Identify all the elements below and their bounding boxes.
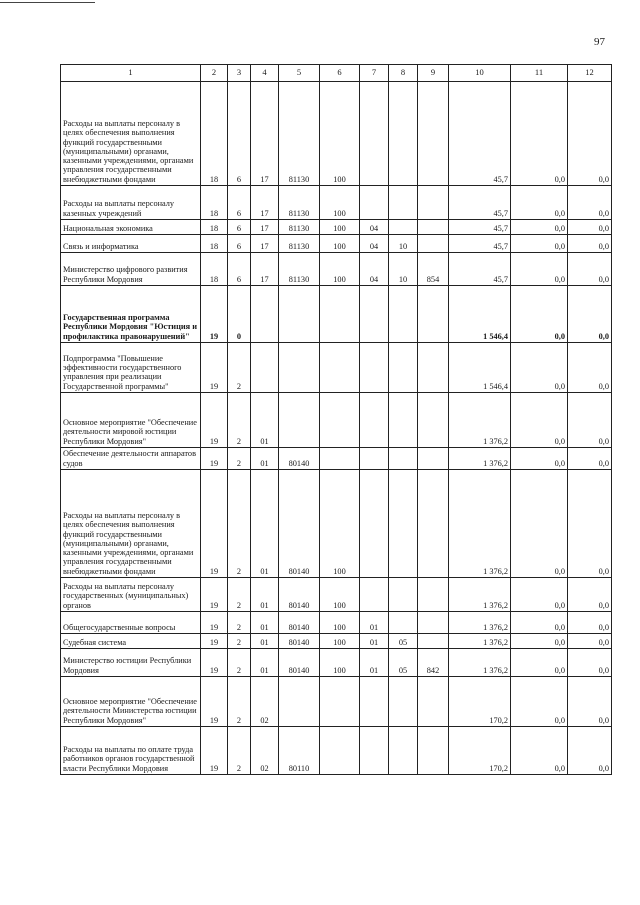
row-name-cell: Расходы на выплаты персоналу государственных (муниципальных) органов <box>61 578 201 612</box>
header-cell-6: 6 <box>320 65 360 82</box>
row-cell-col-3: 2 <box>228 649 251 677</box>
row-cell-col-7 <box>360 286 389 343</box>
row-cell-col-8 <box>389 393 418 448</box>
row-cell-col-10: 170,2 <box>449 677 511 727</box>
row-cell-col-5: 80140 <box>279 470 320 578</box>
table-row <box>61 393 612 448</box>
row-name-cell: Расходы на выплаты персоналу в целях обеспечения выполнения функций государственными (муниципальными) органами, казенными учреждениями, органами управления государственными внебюджетными фондами <box>61 470 201 578</box>
row-cell-col-6 <box>320 286 360 343</box>
row-name-cell: Подпрограмма "Повышение эффективности государственного управления при реализации Государственной программы" <box>61 343 201 393</box>
row-name-cell: Расходы на выплаты персоналу казенных учреждений <box>61 186 201 220</box>
row-cell-col-4: 01 <box>251 612 279 634</box>
row-cell-col-8 <box>389 220 418 235</box>
row-cell-col-10: 45,7 <box>449 253 511 286</box>
row-cell-col-6 <box>320 677 360 727</box>
row-cell-col-5 <box>279 677 320 727</box>
row-cell-col-9 <box>418 186 449 220</box>
row-cell-col-4: 01 <box>251 649 279 677</box>
row-cell-col-3: 6 <box>228 186 251 220</box>
row-cell-col-5 <box>279 343 320 393</box>
row-cell-col-5: 80140 <box>279 578 320 612</box>
row-cell-col-10: 45,7 <box>449 82 511 186</box>
row-cell-col-4: 17 <box>251 235 279 253</box>
row-cell-col-9 <box>418 448 449 470</box>
row-cell-col-6: 100 <box>320 235 360 253</box>
header-cell-11: 11 <box>511 65 568 82</box>
table-row <box>61 343 612 393</box>
row-cell-col-9 <box>418 470 449 578</box>
row-cell-col-12: 0,0 <box>568 634 612 649</box>
header-cell-3: 3 <box>228 65 251 82</box>
row-cell-col-5 <box>279 393 320 448</box>
row-cell-col-11: 0,0 <box>511 235 568 253</box>
row-cell-col-5: 81130 <box>279 82 320 186</box>
row-cell-col-3: 6 <box>228 220 251 235</box>
row-cell-col-2: 18 <box>201 220 228 235</box>
header-row <box>61 65 612 82</box>
row-cell-col-12: 0,0 <box>568 612 612 634</box>
row-cell-col-10: 1 376,2 <box>449 448 511 470</box>
row-name-cell: Судебная система <box>61 634 201 649</box>
row-cell-col-2: 18 <box>201 235 228 253</box>
row-cell-col-12: 0,0 <box>568 448 612 470</box>
row-cell-col-6 <box>320 727 360 775</box>
row-cell-col-6 <box>320 393 360 448</box>
row-cell-col-12: 0,0 <box>568 578 612 612</box>
header-cell-12: 12 <box>568 65 612 82</box>
row-cell-col-4 <box>251 343 279 393</box>
row-cell-col-11: 0,0 <box>511 82 568 186</box>
row-cell-col-6: 100 <box>320 220 360 235</box>
row-cell-col-6: 100 <box>320 186 360 220</box>
row-cell-col-2: 18 <box>201 82 228 186</box>
row-name-cell: Обеспечение деятельности аппаратов судов <box>61 448 201 470</box>
row-cell-col-5: 80140 <box>279 649 320 677</box>
row-cell-col-8 <box>389 82 418 186</box>
row-cell-col-11: 0,0 <box>511 186 568 220</box>
row-cell-col-2: 19 <box>201 470 228 578</box>
table-row <box>61 253 612 286</box>
row-cell-col-3: 2 <box>228 343 251 393</box>
row-cell-col-5 <box>279 286 320 343</box>
row-cell-col-7: 01 <box>360 612 389 634</box>
row-cell-col-6: 100 <box>320 578 360 612</box>
table-row <box>61 286 612 343</box>
row-cell-col-12: 0,0 <box>568 82 612 186</box>
row-cell-col-5: 81130 <box>279 253 320 286</box>
scan-edge-line <box>0 2 95 3</box>
row-cell-col-11: 0,0 <box>511 343 568 393</box>
row-cell-col-8 <box>389 677 418 727</box>
row-cell-col-8: 05 <box>389 634 418 649</box>
row-cell-col-10: 1 376,2 <box>449 578 511 612</box>
table-body <box>61 82 612 775</box>
row-cell-col-12: 0,0 <box>568 470 612 578</box>
table-row <box>61 448 612 470</box>
row-cell-col-4: 17 <box>251 220 279 235</box>
row-cell-col-12: 0,0 <box>568 286 612 343</box>
row-cell-col-3: 2 <box>228 578 251 612</box>
row-name-cell: Общегосударственные вопросы <box>61 612 201 634</box>
row-cell-col-2: 18 <box>201 186 228 220</box>
row-cell-col-3: 2 <box>228 727 251 775</box>
row-cell-col-10: 1 376,2 <box>449 634 511 649</box>
row-cell-col-10: 1 376,2 <box>449 470 511 578</box>
row-cell-col-7 <box>360 82 389 186</box>
row-name-cell: Расходы на выплаты персоналу в целях обеспечения выполнения функций государственными (муниципальными) органами, казенными учреждениями, органами управления государственными внебюджетными фондами <box>61 82 201 186</box>
row-name-cell: Расходы на выплаты по оплате труда работников органов государственной власти Республики Мордовия <box>61 727 201 775</box>
row-cell-col-9 <box>418 343 449 393</box>
row-cell-col-9 <box>418 634 449 649</box>
row-cell-col-8 <box>389 578 418 612</box>
row-cell-col-9: 842 <box>418 649 449 677</box>
table-row <box>61 727 612 775</box>
header-cell-8: 8 <box>389 65 418 82</box>
row-name-cell: Государственная программа Республики Мордовия "Юстиция и профилактика правонарушений" <box>61 286 201 343</box>
row-cell-col-11: 0,0 <box>511 253 568 286</box>
row-cell-col-6: 100 <box>320 649 360 677</box>
row-cell-col-7 <box>360 343 389 393</box>
row-cell-col-2: 19 <box>201 286 228 343</box>
row-cell-col-5: 80140 <box>279 634 320 649</box>
row-cell-col-4 <box>251 286 279 343</box>
row-cell-col-8: 05 <box>389 649 418 677</box>
row-cell-col-7: 04 <box>360 220 389 235</box>
row-cell-col-2: 19 <box>201 578 228 612</box>
row-cell-col-10: 1 546,4 <box>449 286 511 343</box>
row-cell-col-11: 0,0 <box>511 470 568 578</box>
row-cell-col-11: 0,0 <box>511 677 568 727</box>
row-cell-col-7: 01 <box>360 634 389 649</box>
row-cell-col-3: 2 <box>228 448 251 470</box>
row-cell-col-5: 81130 <box>279 186 320 220</box>
header-cell-9: 9 <box>418 65 449 82</box>
row-name-cell: Связь и информатика <box>61 235 201 253</box>
row-cell-col-12: 0,0 <box>568 253 612 286</box>
row-cell-col-7 <box>360 448 389 470</box>
row-cell-col-8: 10 <box>389 235 418 253</box>
row-cell-col-5: 81130 <box>279 235 320 253</box>
row-name-cell: Министерство цифрового развития Республики Мордовия <box>61 253 201 286</box>
row-cell-col-7 <box>360 393 389 448</box>
row-cell-col-11: 0,0 <box>511 448 568 470</box>
row-cell-col-2: 19 <box>201 677 228 727</box>
row-cell-col-8 <box>389 448 418 470</box>
table-row <box>61 677 612 727</box>
table-row <box>61 612 612 634</box>
row-cell-col-9 <box>418 82 449 186</box>
table-row <box>61 470 612 578</box>
table-header <box>61 65 612 82</box>
row-cell-col-10: 45,7 <box>449 235 511 253</box>
row-cell-col-11: 0,0 <box>511 612 568 634</box>
row-cell-col-9 <box>418 677 449 727</box>
row-cell-col-11: 0,0 <box>511 393 568 448</box>
row-cell-col-3: 6 <box>228 235 251 253</box>
row-cell-col-12: 0,0 <box>568 677 612 727</box>
table-row <box>61 220 612 235</box>
header-cell-2: 2 <box>201 65 228 82</box>
page-number: 97 <box>594 36 605 48</box>
row-cell-col-8 <box>389 612 418 634</box>
row-cell-col-9 <box>418 612 449 634</box>
row-name-cell: Национальная экономика <box>61 220 201 235</box>
row-cell-col-9: 854 <box>418 253 449 286</box>
row-cell-col-3: 2 <box>228 612 251 634</box>
row-cell-col-4: 02 <box>251 727 279 775</box>
row-cell-col-5: 80110 <box>279 727 320 775</box>
row-cell-col-3: 0 <box>228 286 251 343</box>
table-row <box>61 634 612 649</box>
row-cell-col-2: 19 <box>201 448 228 470</box>
row-cell-col-7: 04 <box>360 235 389 253</box>
row-cell-col-7 <box>360 727 389 775</box>
row-cell-col-2: 19 <box>201 612 228 634</box>
row-cell-col-9 <box>418 220 449 235</box>
row-cell-col-2: 19 <box>201 343 228 393</box>
row-cell-col-12: 0,0 <box>568 393 612 448</box>
row-cell-col-8 <box>389 286 418 343</box>
row-cell-col-12: 0,0 <box>568 343 612 393</box>
row-cell-col-3: 2 <box>228 677 251 727</box>
row-name-cell: Основное мероприятие "Обеспечение деятельности мировой юстиции Республики Мордовия" <box>61 393 201 448</box>
row-cell-col-4: 02 <box>251 677 279 727</box>
row-cell-col-9 <box>418 235 449 253</box>
row-cell-col-4: 01 <box>251 448 279 470</box>
row-cell-col-6 <box>320 343 360 393</box>
row-cell-col-7: 01 <box>360 649 389 677</box>
row-cell-col-8 <box>389 470 418 578</box>
row-cell-col-8: 10 <box>389 253 418 286</box>
row-cell-col-10: 1 376,2 <box>449 612 511 634</box>
row-cell-col-11: 0,0 <box>511 727 568 775</box>
row-cell-col-7 <box>360 186 389 220</box>
row-cell-col-3: 2 <box>228 634 251 649</box>
row-cell-col-3: 2 <box>228 470 251 578</box>
row-cell-col-2: 19 <box>201 727 228 775</box>
row-cell-col-4: 01 <box>251 393 279 448</box>
row-cell-col-10: 45,7 <box>449 186 511 220</box>
row-cell-col-4: 01 <box>251 470 279 578</box>
row-cell-col-7 <box>360 470 389 578</box>
row-cell-col-12: 0,0 <box>568 649 612 677</box>
row-cell-col-3: 2 <box>228 393 251 448</box>
row-cell-col-12: 0,0 <box>568 727 612 775</box>
table-row <box>61 82 612 186</box>
table-row <box>61 649 612 677</box>
row-cell-col-12: 0,0 <box>568 186 612 220</box>
row-cell-col-9 <box>418 393 449 448</box>
row-cell-col-8 <box>389 186 418 220</box>
row-cell-col-10: 170,2 <box>449 727 511 775</box>
row-cell-col-5: 80140 <box>279 448 320 470</box>
row-cell-col-7: 04 <box>360 253 389 286</box>
row-cell-col-2: 19 <box>201 634 228 649</box>
row-cell-col-6: 100 <box>320 634 360 649</box>
row-cell-col-5: 80140 <box>279 612 320 634</box>
table-row <box>61 186 612 220</box>
row-cell-col-5: 81130 <box>279 220 320 235</box>
header-cell-1: 1 <box>61 65 201 82</box>
row-name-cell: Министерство юстиции Республики Мордовия <box>61 649 201 677</box>
row-cell-col-6: 100 <box>320 82 360 186</box>
row-cell-col-9 <box>418 286 449 343</box>
row-cell-col-4: 17 <box>251 82 279 186</box>
row-cell-col-8 <box>389 343 418 393</box>
row-cell-col-11: 0,0 <box>511 286 568 343</box>
header-cell-5: 5 <box>279 65 320 82</box>
row-cell-col-10: 1 376,2 <box>449 393 511 448</box>
row-cell-col-4: 01 <box>251 634 279 649</box>
row-cell-col-6: 100 <box>320 612 360 634</box>
row-cell-col-11: 0,0 <box>511 649 568 677</box>
row-cell-col-7 <box>360 578 389 612</box>
row-cell-col-12: 0,0 <box>568 235 612 253</box>
row-cell-col-3: 6 <box>228 253 251 286</box>
row-cell-col-2: 19 <box>201 393 228 448</box>
row-cell-col-8 <box>389 727 418 775</box>
row-cell-col-9 <box>418 578 449 612</box>
header-cell-10: 10 <box>449 65 511 82</box>
row-cell-col-9 <box>418 727 449 775</box>
row-cell-col-7 <box>360 677 389 727</box>
header-cell-4: 4 <box>251 65 279 82</box>
row-name-cell: Основное мероприятие "Обеспечение деятельности Министерства юстиции Республики Мордовия" <box>61 677 201 727</box>
row-cell-col-10: 1 376,2 <box>449 649 511 677</box>
row-cell-col-3: 6 <box>228 82 251 186</box>
row-cell-col-11: 0,0 <box>511 634 568 649</box>
row-cell-col-4: 01 <box>251 578 279 612</box>
row-cell-col-6: 100 <box>320 253 360 286</box>
row-cell-col-12: 0,0 <box>568 220 612 235</box>
row-cell-col-6: 100 <box>320 470 360 578</box>
table-row <box>61 578 612 612</box>
budget-table <box>60 64 612 775</box>
header-cell-7: 7 <box>360 65 389 82</box>
row-cell-col-2: 18 <box>201 253 228 286</box>
row-cell-col-6 <box>320 448 360 470</box>
row-cell-col-2: 19 <box>201 649 228 677</box>
row-cell-col-4: 17 <box>251 253 279 286</box>
table-row <box>61 235 612 253</box>
row-cell-col-10: 45,7 <box>449 220 511 235</box>
row-cell-col-4: 17 <box>251 186 279 220</box>
row-cell-col-11: 0,0 <box>511 578 568 612</box>
row-cell-col-11: 0,0 <box>511 220 568 235</box>
row-cell-col-10: 1 546,4 <box>449 343 511 393</box>
